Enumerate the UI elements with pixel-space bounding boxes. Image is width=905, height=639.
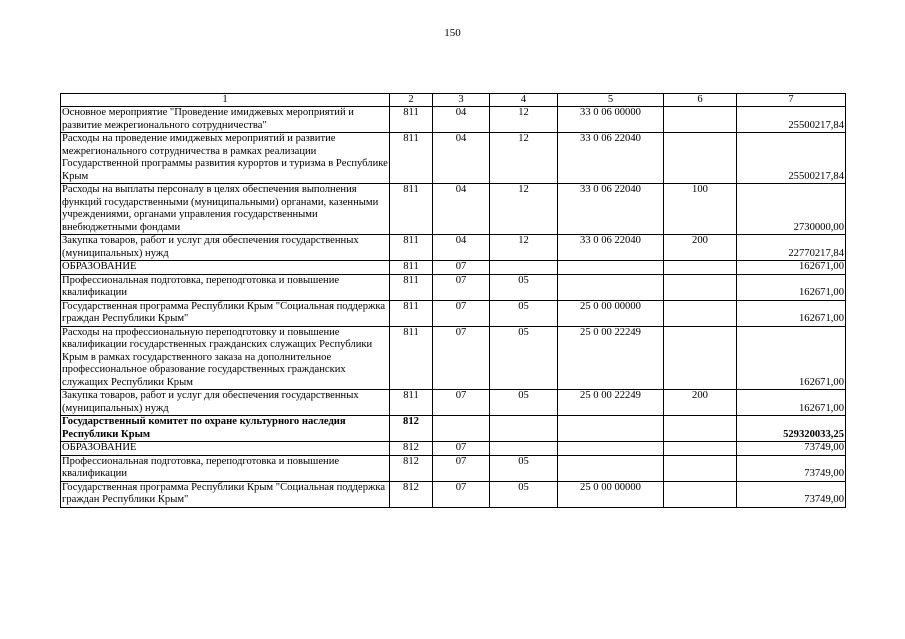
row-code-cell: [664, 326, 737, 390]
table-row: [61, 300, 846, 326]
table-row: [61, 235, 846, 261]
row-sum-cell: 25500217,84: [737, 107, 846, 133]
table-row: [61, 133, 846, 184]
row-code-cell: 05: [490, 274, 558, 300]
row-code-cell: 07: [433, 442, 490, 456]
row-name-cell: Расходы на проведение имиджевых мероприятий и развитие межрегионального сотрудничества в рамках реализации Государственной программы развития курортов и туризма в Республике Крым: [62, 133, 388, 182]
row-code-cell: [664, 133, 737, 184]
table-row: [61, 481, 846, 507]
row-code-cell: 04: [433, 235, 490, 261]
row-code-cell: 811: [390, 133, 433, 184]
row-code-cell: [664, 274, 737, 300]
row-code-cell: 811: [390, 390, 433, 416]
row-code-cell: 12: [490, 235, 558, 261]
row-code-cell: 07: [433, 326, 490, 390]
row-code-cell: 811: [390, 107, 433, 133]
row-code-cell: 04: [433, 107, 490, 133]
row-code-cell: [490, 261, 558, 275]
row-code-cell: 07: [433, 481, 490, 507]
row-name-cell: ОБРАЗОВАНИЕ: [61, 261, 390, 275]
row-sum-cell: 22770217,84: [737, 235, 846, 261]
column-header: 7: [737, 94, 846, 107]
row-code-cell: 25 0 00 00000: [558, 300, 664, 326]
row-name-cell: Расходы на выплаты персоналу в целях обеспечения выполнения функций государственными (муниципальными) органами, казенными учреждениями, органами управления государственными внебюджетными фондами: [61, 184, 390, 235]
row-name-cell: Закупка товаров, работ и услуг для обеспечения государственных (муниципальных) нужд: [61, 390, 390, 416]
row-code-cell: 811: [390, 184, 433, 235]
row-code-cell: 811: [390, 235, 433, 261]
row-code-cell: 811: [390, 300, 433, 326]
row-sum-cell: 162671,00: [737, 261, 846, 275]
row-sum-cell: 529320033,25: [737, 416, 846, 442]
row-code-cell: 812: [390, 442, 433, 456]
row-code-cell: 05: [490, 481, 558, 507]
table-row: [61, 107, 846, 133]
page-number: 150: [444, 27, 461, 39]
row-name-cell: ОБРАЗОВАНИЕ: [61, 442, 390, 456]
row-code-cell: [664, 416, 737, 442]
row-sum-cell: 73749,00: [737, 481, 846, 507]
row-code-cell: [664, 455, 737, 481]
header-row: [61, 94, 846, 107]
row-code-cell: 200: [664, 390, 737, 416]
row-name-cell: Государственная программа Республики Крым "Социальная поддержка граждан Республики Крым": [61, 300, 390, 326]
row-code-cell: 05: [490, 390, 558, 416]
row-sum-cell: 162671,00: [737, 326, 846, 390]
row-sum-cell: 73749,00: [737, 455, 846, 481]
row-name-cell: Основное мероприятие "Проведение имиджевых мероприятий и развитие межрегионального сотрудничества": [61, 107, 390, 133]
row-code-cell: [490, 416, 558, 442]
row-code-cell: 200: [664, 235, 737, 261]
row-code-cell: 05: [490, 455, 558, 481]
row-code-cell: [664, 442, 737, 456]
table-row: [61, 274, 846, 300]
row-code-cell: 07: [433, 261, 490, 275]
row-code-cell: 04: [433, 133, 490, 184]
column-header: 5: [558, 94, 664, 107]
table-row: [61, 390, 846, 416]
row-code-cell: [558, 261, 664, 275]
row-code-cell: [664, 261, 737, 275]
column-header: 6: [664, 94, 737, 107]
row-code-cell: 33 0 06 22040: [558, 184, 664, 235]
row-name-cell: Государственная программа Республики Крым "Социальная поддержка граждан Республики Крым": [61, 481, 390, 507]
row-code-cell: 811: [390, 274, 433, 300]
row-name-cell: Профессиональная подготовка, переподготовка и повышение квалификации: [61, 455, 390, 481]
row-code-cell: 25 0 00 00000: [558, 481, 664, 507]
table-row: [61, 442, 846, 456]
row-code-cell: 811: [390, 261, 433, 275]
row-code-cell: 812: [390, 455, 433, 481]
row-name-cell: Профессиональная подготовка, переподготовка и повышение квалификации: [61, 274, 390, 300]
row-code-cell: 07: [433, 390, 490, 416]
row-code-cell: 812: [390, 481, 433, 507]
column-header: 1: [61, 94, 390, 107]
row-code-cell: [558, 442, 664, 456]
row-code-cell: [558, 416, 664, 442]
row-sum-cell: 2730000,00: [737, 184, 846, 235]
row-code-cell: 100: [664, 184, 737, 235]
row-sum-cell: 162671,00: [737, 300, 846, 326]
row-code-cell: 25 0 00 22249: [558, 390, 664, 416]
row-name-cell: Расходы на профессиональную переподготовку и повышение квалификации государственных гражданских служащих Республики Крым в рамках государственного заказа на дополнительное профессиональное образование государственных гражданских служащих Республики Крым: [61, 326, 390, 390]
row-code-cell: 07: [433, 300, 490, 326]
row-code-cell: 12: [490, 184, 558, 235]
row-code-cell: 33 0 06 22040: [558, 235, 664, 261]
row-code-cell: 811: [390, 326, 433, 390]
table-row: [61, 455, 846, 481]
row-code-cell: [664, 107, 737, 133]
row-sum-cell: 162671,00: [737, 390, 846, 416]
column-header: 3: [433, 94, 490, 107]
row-sum-cell: 162671,00: [737, 274, 846, 300]
table-row: [61, 326, 846, 390]
row-code-cell: 25 0 00 22249: [558, 326, 664, 390]
row-sum-cell: 73749,00: [737, 442, 846, 456]
row-name-cell: Закупка товаров, работ и услуг для обеспечения государственных (муниципальных) нужд: [61, 235, 390, 261]
budget-table: [60, 93, 846, 508]
row-sum-cell: 25500217,84: [737, 133, 846, 184]
table-row: [61, 416, 846, 442]
row-code-cell: [664, 481, 737, 507]
row-code-cell: 05: [490, 326, 558, 390]
row-code-cell: 812: [390, 416, 433, 442]
row-code-cell: 33 0 06 22040: [558, 133, 664, 184]
row-code-cell: [558, 455, 664, 481]
row-code-cell: 12: [490, 107, 558, 133]
row-code-cell: 12: [490, 133, 558, 184]
row-code-cell: 33 0 06 00000: [558, 107, 664, 133]
row-code-cell: [558, 274, 664, 300]
row-code-cell: 07: [433, 274, 490, 300]
row-code-cell: 05: [490, 300, 558, 326]
row-code-cell: [490, 442, 558, 456]
column-header: 4: [490, 94, 558, 107]
row-code-cell: 07: [433, 455, 490, 481]
row-code-cell: 04: [433, 184, 490, 235]
table-row: [61, 184, 846, 235]
row-code-cell: [664, 300, 737, 326]
table-row: [61, 261, 846, 275]
column-header: 2: [390, 94, 433, 107]
row-name-cell: Государственный комитет по охране культурного наследия Республики Крым: [61, 416, 390, 442]
row-code-cell: [433, 416, 490, 442]
